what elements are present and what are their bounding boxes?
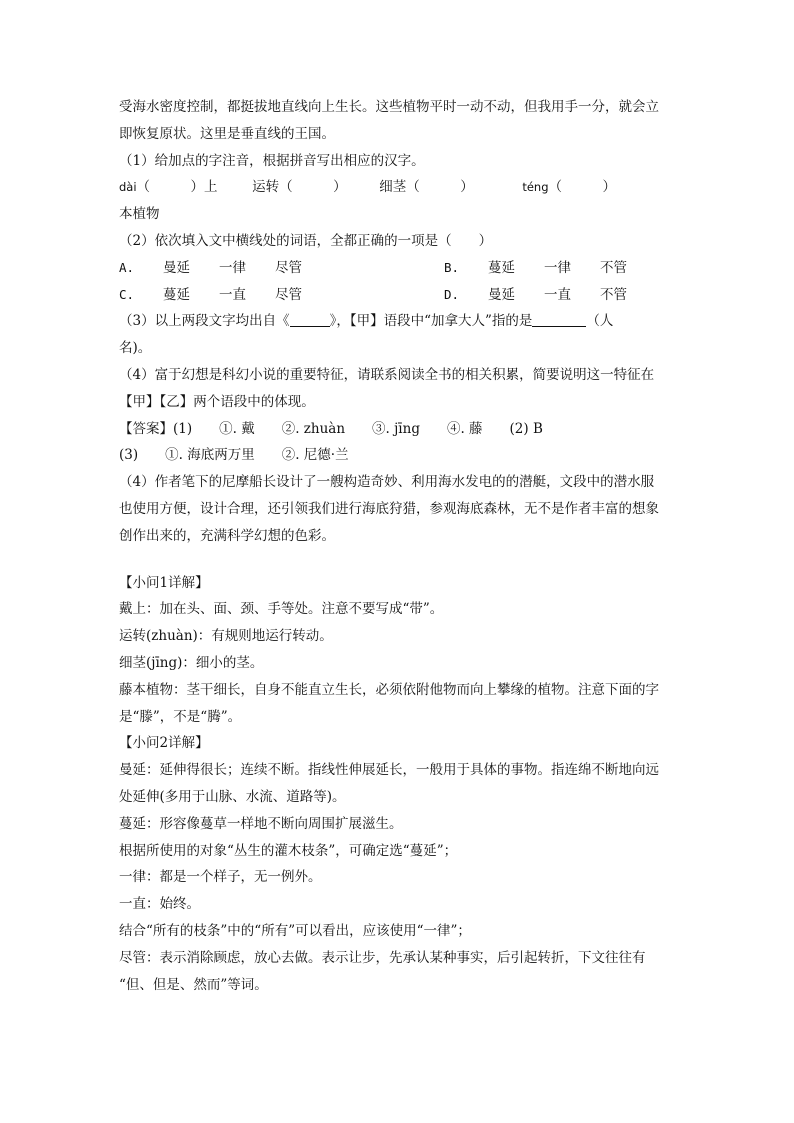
blank-book-title xyxy=(290,312,330,327)
explanation-line: 一直：始终。 xyxy=(119,896,200,913)
question-3: （3）以上两段文字均出自《 》，【甲】语段中“加拿大人”指的是 （人 xyxy=(119,313,614,330)
explanation-line: 曼延：延伸得很长；连续不断。指线性伸展延长，一般用于具体的事物。指连绵不断地向远 xyxy=(119,762,659,779)
explanation-line: 运转(zhuàn)：有规则地运行转动。 xyxy=(119,628,333,645)
explanation-line: 藤本植物：茎干细长，自身不能直立生长，必须依附他物而向上攀缘的植物。注意下面的字 xyxy=(119,681,659,698)
explanation-line: 尽管：表示消除顾虑，放心去做。表示让步，先承认某种事实，后引起转折，下文往往有 xyxy=(119,949,646,966)
question-1: （1）给加点的字注音，根据拼音写出相应的汉字。 xyxy=(119,152,425,169)
explanation-line: 处延伸(多用于山脉、水流、道路等)。 xyxy=(119,788,346,805)
options-row-cd xyxy=(119,282,679,309)
explanation-line: 是“滕”，不是“腾”。 xyxy=(119,708,242,725)
pinyin-teng: téng xyxy=(522,180,549,195)
option-a: A. 曼延 一律 尽管 xyxy=(119,259,302,276)
question-2: （2）依次填入文中横线处的词语，全都正确的一项是（ ） xyxy=(119,232,493,249)
explanation-line: 蔓延：形容像蔓草一样地不断向周围扩展滋生。 xyxy=(119,815,403,832)
answer-line: 【答案】(1) ①. 戴 ②. zhuàn ③. jīng ④. 藤 (2) B xyxy=(119,420,543,437)
answer-line: 也使用方便，设计合理，还引领我们进行海底狩猎，参观海底森林，无不是作者丰富的想象 xyxy=(119,500,659,517)
question-4-cont: 【甲】【乙】两个语段中的体现。 xyxy=(119,393,315,410)
explanation-line: 结合“所有的枝条”中的“所有”可以看出，应该使用“一律”； xyxy=(119,922,471,939)
explanation-line: “但、但是、然而”等词。 xyxy=(119,976,268,993)
question-1-items xyxy=(119,174,679,201)
explanation-line: 细茎(jīng)：细小的茎。 xyxy=(119,654,264,671)
item-c: 细茎（ ） xyxy=(379,179,474,196)
section-gap xyxy=(119,550,679,570)
option-b: B. 蔓延 一律 不管 xyxy=(444,259,627,276)
pinyin-dai: dài xyxy=(119,180,137,195)
passage-line: 受海水密度控制，都挺拔地直线向上生长。这些植物平时一动不动，但我用手一分，就会立 xyxy=(119,99,659,115)
blank-person-name xyxy=(532,312,586,327)
option-c: C. 蔓延 一直 尽管 xyxy=(119,286,302,303)
sub-question-2-heading: 【小问2详解】 xyxy=(119,735,209,752)
option-d: D. 曼延 一直 不管 xyxy=(444,286,627,303)
explanation-line: 戴上：加在头、面、颈、手等处。注意不要写成“带”。 xyxy=(119,601,444,618)
sub-question-1-heading: 【小问1详解】 xyxy=(119,574,209,591)
answer-line: 创作出来的，充满科学幻想的色彩。 xyxy=(119,527,335,544)
item-b: 运转（ ） xyxy=(252,179,347,196)
explanation-line: 一律：都是一个样子，无一例外。 xyxy=(119,869,322,886)
answer-line: (3) ①. 海底两万里 ②. 尼德·兰 xyxy=(119,447,349,464)
question-3-cont: 名)。 xyxy=(119,340,152,357)
answer-line: （4）作者笔下的尼摩船长设计了一艘构造奇妙、利用海水发电的的潜艇，文段中的潜水服 xyxy=(119,474,655,491)
passage-line: 即恢复原状。这里是垂直线的王国。 xyxy=(119,125,335,142)
options-row-ab xyxy=(119,255,679,282)
item-d-blank: （ ） xyxy=(548,179,617,196)
item-a-blank: （ ）上 xyxy=(136,179,218,196)
question-1-end: 本植物 xyxy=(119,206,160,223)
explanation-line: 根据所使用的对象“丛生的灌木枝条”，可确定选“蔓延”； xyxy=(119,842,458,859)
question-4: （4）富于幻想是科幻小说的重要特征，请联系阅读全书的相关积累，简要说明这一特征在 xyxy=(119,366,655,383)
document-body xyxy=(119,94,679,998)
